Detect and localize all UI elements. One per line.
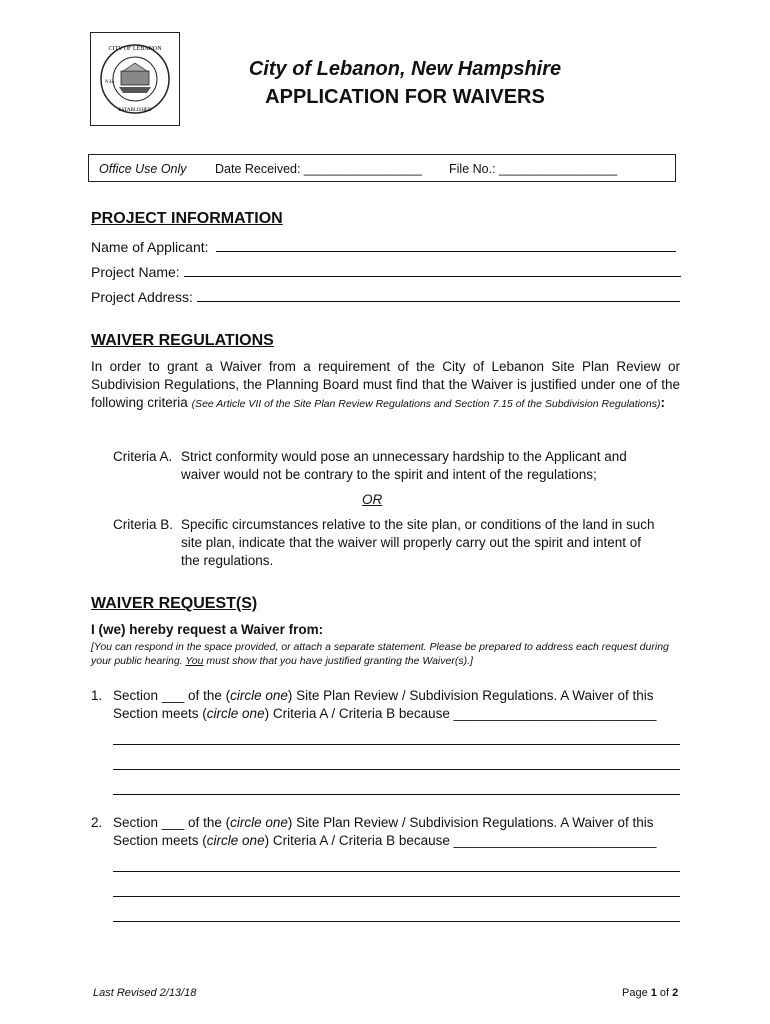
request-2-number: 2.: [91, 815, 103, 830]
page-total: 2: [672, 987, 679, 999]
request-2-meets: Section meets (: [113, 833, 207, 848]
project-info-heading: PROJECT INFORMATION: [91, 210, 283, 227]
request-2-line1: [113, 814, 654, 832]
request-1-meets: Section meets (: [113, 706, 207, 721]
waiver-request-note: [91, 640, 681, 668]
request-1-options[interactable]: Site Plan Review / Subdivision Regulations: [296, 688, 554, 703]
request-2-options[interactable]: Site Plan Review / Subdivision Regulations: [296, 815, 554, 830]
request-1-after: . A Waiver of this: [553, 688, 654, 703]
request-1-line2: [113, 705, 656, 723]
seal-bottom-text: ESTABLISHED: [118, 108, 152, 113]
request-2-close: ): [287, 815, 297, 830]
or-separator: OR: [362, 492, 383, 507]
request-1-answer-line[interactable]: [113, 794, 680, 795]
note-you: You: [185, 655, 204, 667]
request-1-circle-one-2: circle one: [206, 706, 265, 721]
request-1-number: 1.: [91, 688, 103, 703]
project-address-label: Project Address:: [91, 289, 193, 305]
document-title: City of Lebanon, New Hampshire: [248, 58, 562, 80]
applicant-name-row: [91, 238, 676, 255]
page-indicator: [622, 987, 678, 999]
request-2-criteria[interactable]: Criteria A / Criteria B: [272, 833, 396, 848]
request-2-answer-line[interactable]: [113, 871, 680, 872]
applicant-name-label: Name of Applicant:: [91, 239, 209, 255]
project-name-row: [91, 263, 681, 280]
intro-colon: :: [660, 395, 665, 410]
request-2-answer-line[interactable]: [113, 896, 680, 897]
request-2-after: . A Waiver of this: [553, 815, 654, 830]
office-use-label: Office Use Only: [99, 162, 187, 176]
seal-top-text: CITY OF LEBANON: [108, 46, 162, 52]
page-number: 1: [650, 987, 657, 999]
request-1-because[interactable]: because ___________________________: [395, 706, 657, 721]
criteria-a-text: Strict conformity would pose an unnecessary hardship to the Applicant and waiver would not be contrary to the spirit and intent of the regulations;: [181, 449, 627, 482]
office-use-box: [88, 154, 676, 182]
request-1-criteria[interactable]: Criteria A / Criteria B: [272, 706, 396, 721]
applicant-name-input[interactable]: [216, 238, 676, 252]
project-address-input[interactable]: [197, 288, 680, 302]
request-1-answer-line[interactable]: [113, 744, 680, 745]
page-prefix: Page: [622, 987, 651, 999]
seal-emblem-icon: [99, 41, 171, 117]
request-1-answer-line[interactable]: [113, 769, 680, 770]
request-1-line1: [113, 687, 654, 705]
waiver-request-subheading: I (we) hereby request a Waiver from:: [91, 622, 324, 637]
request-2-line2: [113, 832, 656, 850]
seal-left-text: N.H.: [105, 80, 115, 85]
page-of: of: [656, 987, 673, 999]
intro-text: In order to grant a Waiver from a requirement of the City of Lebanon Site Plan Review or Subdivision Regulations, the Planning Board must find that the Waiver is justified under one of the following criteria: [91, 359, 680, 410]
document-subtitle: APPLICATION FOR WAIVERS: [265, 86, 545, 108]
request-1-close-2: ): [264, 706, 273, 721]
request-1-close: ): [287, 688, 297, 703]
request-2-because[interactable]: because ___________________________: [395, 833, 657, 848]
waiver-regulations-intro: [91, 358, 680, 413]
note-part-2: must show that you have justified granting the Waiver(s).]: [203, 655, 473, 667]
project-address-row: [91, 288, 680, 305]
criteria-b-text: Specific circumstances relative to the site plan, or conditions of the land in such site plan, indicate that the waiver will properly carry out the spirit and intent of the regulations.: [181, 517, 655, 568]
city-seal: [90, 32, 180, 126]
criteria-a-label: Criteria A.: [113, 449, 173, 464]
request-2-answer-line[interactable]: [113, 921, 680, 922]
criteria-b-label: Criteria B.: [113, 517, 174, 532]
last-revised: Last Revised 2/13/18: [93, 987, 197, 999]
file-number-field[interactable]: File No.: _________________: [449, 162, 618, 176]
waiver-requests-heading: WAIVER REQUEST(S): [91, 595, 258, 612]
request-2-close-2: ): [264, 833, 273, 848]
date-received-field[interactable]: Date Received: _________________: [215, 162, 423, 176]
project-name-label: Project Name:: [91, 264, 180, 280]
note-part-1: [You can respond in the space provided, or attach a separate statement. Please be prepared to address each request during your public hearing.: [91, 641, 669, 667]
intro-note: (See Article VII of the Site Plan Review Regulations and Section 7.15 of the Subdivision Regulations): [191, 398, 661, 410]
request-2-section: Section ___ of the (: [113, 815, 231, 830]
request-2-circle-one-2: circle one: [206, 833, 265, 848]
request-1-circle-one: circle one: [230, 688, 288, 703]
waiver-regulations-heading: WAIVER REGULATIONS: [91, 332, 274, 349]
request-2-circle-one: circle one: [230, 815, 288, 830]
project-name-input[interactable]: [184, 263, 681, 277]
request-1-section: Section ___ of the (: [113, 688, 231, 703]
